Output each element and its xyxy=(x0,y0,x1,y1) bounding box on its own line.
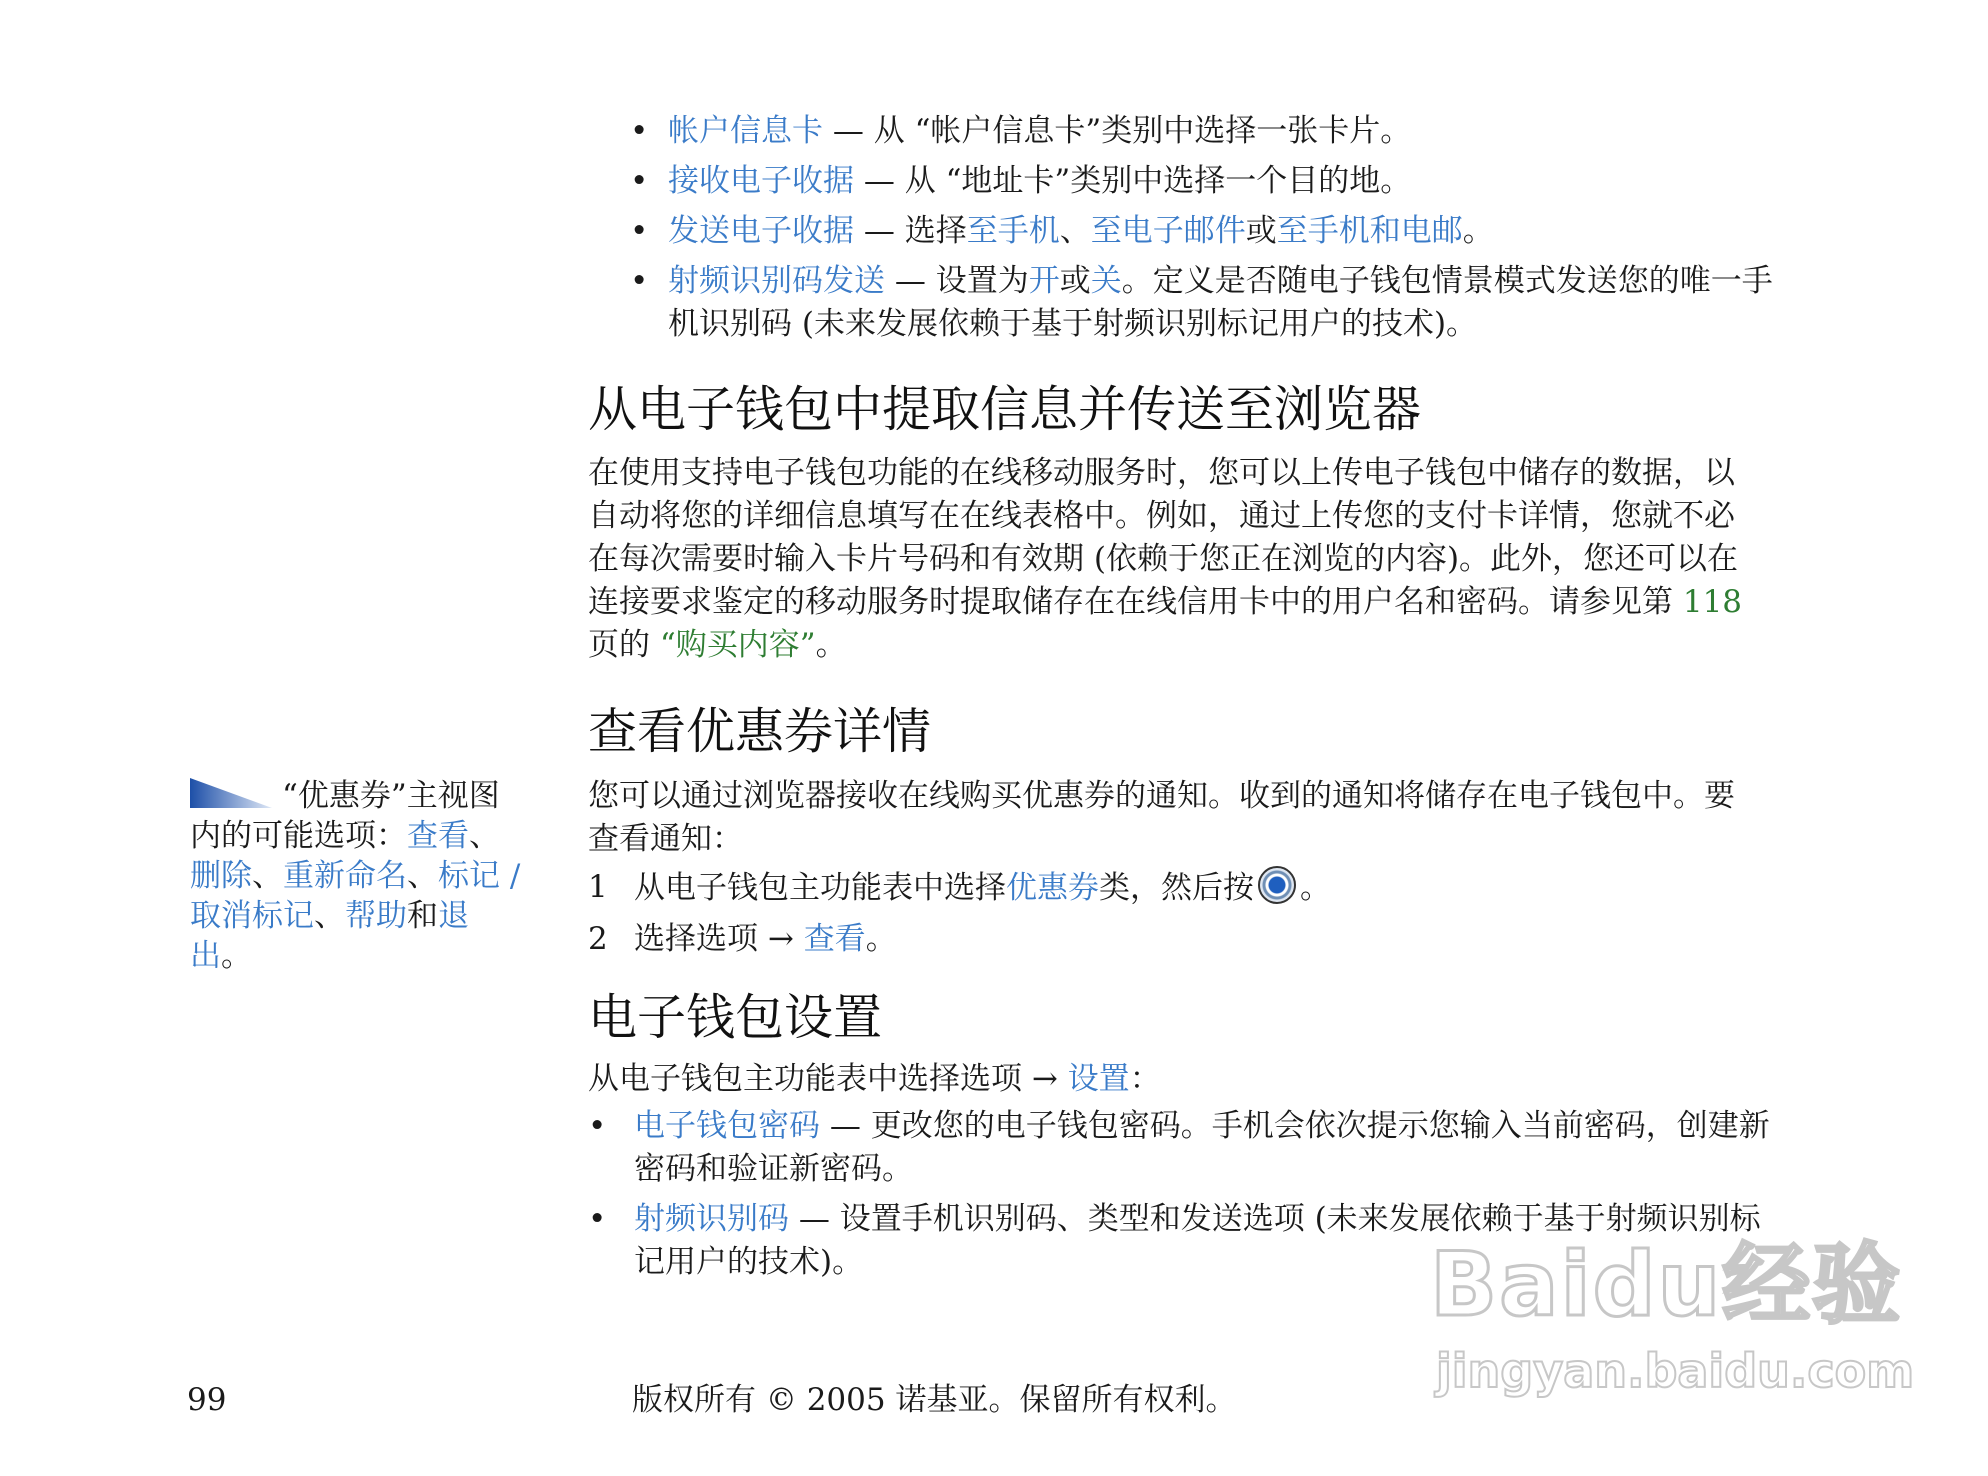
bullet: • xyxy=(588,1201,607,1237)
conjunction: 和 xyxy=(407,898,438,934)
step-text: 从电子钱包主功能表中选择 xyxy=(634,870,1006,906)
option-link[interactable]: 优惠券 xyxy=(1006,870,1099,906)
option-link[interactable]: 查看 xyxy=(407,818,469,854)
option-link[interactable]: 发送电子收据 xyxy=(668,213,854,249)
bullet: • xyxy=(630,263,649,299)
separator: 、 xyxy=(469,818,500,854)
separator: — xyxy=(885,263,936,299)
menu-label: 选项 xyxy=(960,1061,1022,1097)
navigation-key-icon xyxy=(1258,866,1296,904)
option-link[interactable]: 至手机和电邮 xyxy=(1276,213,1463,249)
separator: — xyxy=(789,1201,840,1237)
section-intro xyxy=(588,1058,1748,1101)
punctuation: 。 xyxy=(815,627,847,663)
item-text: 更改您的电子钱包密码。手机会依次提示您输入当前密码，创建新密码和验证新密码。 xyxy=(634,1108,1770,1187)
separator: 、 xyxy=(1059,213,1091,249)
cross-reference-link[interactable]: “购买内容” xyxy=(659,627,816,663)
punctuation: 。 xyxy=(1462,213,1494,249)
item-text: 从 “地址卡”类别中选择一个目的地。 xyxy=(904,163,1412,199)
option-link[interactable]: 关 xyxy=(1090,263,1122,299)
body-text: 页的 xyxy=(588,627,660,663)
punctuation: 。 xyxy=(221,938,252,974)
arrow-icon: → xyxy=(1022,1061,1068,1097)
option-link[interactable]: 查看 xyxy=(803,921,866,957)
option-link[interactable]: 设置 xyxy=(1067,1061,1130,1097)
baidu-watermark xyxy=(1430,1233,1915,1400)
option-link[interactable]: 退出 xyxy=(190,898,469,974)
punctuation: ： xyxy=(1129,1061,1161,1097)
item-text: 选择 xyxy=(904,213,967,249)
tip-text: “优惠券”主视图内的可能选项： xyxy=(190,778,500,854)
separator: 、 xyxy=(252,858,283,894)
item-text: 从 “帐户信息卡”类别中选择一张卡片。 xyxy=(873,113,1412,149)
item-text: 设置为 xyxy=(935,263,1029,299)
step-item xyxy=(588,866,1748,910)
list-item xyxy=(630,110,1780,153)
option-link[interactable]: 至手机 xyxy=(966,213,1060,249)
step-item xyxy=(588,918,1748,961)
option-link[interactable]: 开 xyxy=(1028,263,1060,299)
body-text: 在使用支持电子钱包功能的在线移动服务时，您可以上传电子钱包中储存的数据，以自动将您的详细信息填写在在线表格中。例如，通过上传您的支付卡详情，您就不必在每次需要时输入卡片号码和有效期 (依赖于您正在浏览的内容)。此外，您还可以在连接要求鉴定的移动服务时提取储存在在线信用卡中的用户名和密码。请参见第 xyxy=(588,455,1739,620)
arrow-icon: → xyxy=(758,921,804,957)
bullet: • xyxy=(630,113,649,149)
separator: — xyxy=(854,213,905,249)
page-number: 99 xyxy=(187,1382,227,1418)
punctuation: 。 xyxy=(865,921,897,957)
list-item xyxy=(630,160,1780,203)
menu-label: 选项 xyxy=(696,921,758,957)
option-link[interactable]: 帮助 xyxy=(345,898,407,934)
item-text: 设置手机识别码、类型和发送选项 (未来发展依赖于基于射频识别标记用户的技术)。 xyxy=(634,1201,1761,1280)
option-link[interactable]: 射频识别码 xyxy=(634,1201,789,1237)
list-item xyxy=(630,210,1780,253)
bullet: • xyxy=(588,1108,607,1144)
conjunction: 或 xyxy=(1059,263,1091,299)
separator: 、 xyxy=(407,858,438,894)
conjunction: 或 xyxy=(1245,213,1277,249)
option-link[interactable]: 电子钱包密码 xyxy=(634,1108,820,1144)
option-link[interactable]: 删除 xyxy=(190,858,252,894)
section-heading: 电子钱包设置 xyxy=(588,989,883,1046)
option-link[interactable]: 至电子邮件 xyxy=(1090,213,1246,249)
separator: 、 xyxy=(314,898,345,934)
option-link[interactable]: 标记 / 取消标记 xyxy=(190,858,521,934)
option-link[interactable]: 射频识别码发送 xyxy=(668,263,885,299)
separator: — xyxy=(854,163,905,199)
watermark-url: jingyan.baidu.com xyxy=(1436,1344,1915,1398)
step-text: 选择 xyxy=(634,921,696,957)
option-link[interactable]: 接收电子收据 xyxy=(668,163,854,199)
top-bullet-list xyxy=(630,110,1780,353)
separator: — xyxy=(820,1108,871,1144)
list-item xyxy=(630,260,1780,346)
intro-text: 从电子钱包主功能表中选择 xyxy=(588,1061,960,1097)
section-heading: 查看优惠券详情 xyxy=(588,703,932,760)
step-text: 类，然后按 xyxy=(1099,870,1254,906)
section-heading: 从电子钱包中提取信息并传送至浏览器 xyxy=(588,381,1422,438)
section-body xyxy=(588,452,1748,667)
bullet: • xyxy=(630,163,649,199)
steps-list xyxy=(588,866,1748,969)
page-reference-link[interactable]: 118 xyxy=(1682,584,1743,620)
step-number: 1 xyxy=(588,869,608,905)
copyright-footer: 版权所有 © 2005 诺基亚。保留所有权利。 xyxy=(632,1382,1237,1418)
list-item xyxy=(588,1105,1778,1191)
punctuation: 。 xyxy=(1300,870,1331,906)
watermark-logo: Baidu经验 xyxy=(1430,1233,1903,1336)
item-text: 。定义是否随电子钱包情景模式发送您的唯一手机识别码 (未来发展依赖于基于射频识别标记用户的技术)。 xyxy=(668,263,1773,342)
bullet: • xyxy=(630,213,649,249)
section-body: 您可以通过浏览器接收在线购买优惠券的通知。收到的通知将储存在电子钱包中。要查看通知： xyxy=(588,778,1735,857)
option-link[interactable]: 重新命名 xyxy=(283,858,407,894)
sidebar-tip xyxy=(190,776,530,976)
separator: — xyxy=(823,113,874,149)
step-number: 2 xyxy=(588,921,608,957)
option-link[interactable]: 帐户信息卡 xyxy=(668,113,823,149)
tip-icon xyxy=(190,778,272,808)
